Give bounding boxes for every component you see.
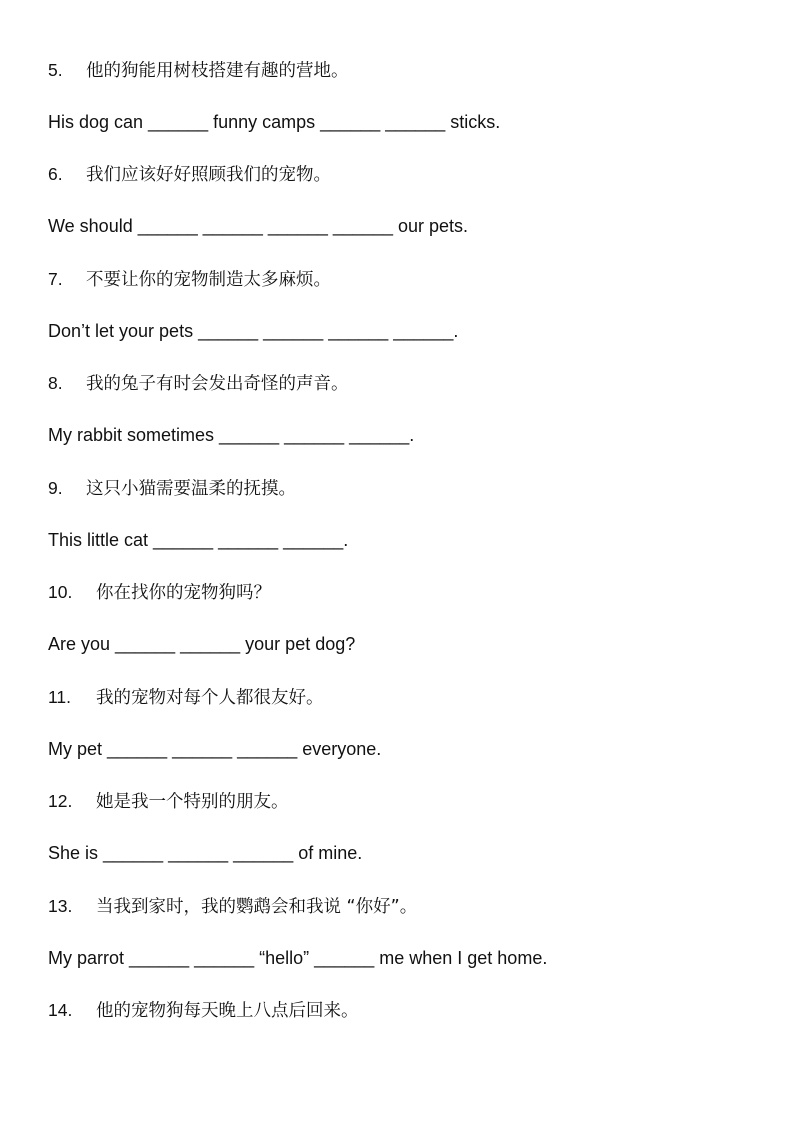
item-number: 8. bbox=[48, 373, 63, 393]
chinese-sentence: 她是我一个特别的朋友。 bbox=[96, 792, 289, 812]
english-sentence: My pet ______ ______ ______ everyone. bbox=[48, 739, 382, 759]
chinese-prompt bbox=[48, 57, 349, 83]
item-number: 6. bbox=[48, 164, 63, 184]
chinese-sentence: 我的兔子有时会发出奇怪的声音。 bbox=[86, 374, 349, 394]
chinese-prompt bbox=[48, 266, 331, 292]
chinese-sentence: 你在找你的宠物狗吗？ bbox=[96, 583, 271, 603]
english-sentence: His dog can ______ funny camps ______ ______ sticks. bbox=[48, 112, 501, 132]
english-sentence: This little cat ______ ______ ______. bbox=[48, 530, 349, 550]
item-number: 12. bbox=[48, 791, 73, 811]
chinese-prompt bbox=[48, 161, 331, 187]
item-number: 13. bbox=[48, 896, 73, 916]
chinese-prompt bbox=[48, 370, 349, 396]
english-sentence: Don’t let your pets ______ ______ ______ ______. bbox=[48, 321, 459, 341]
english-sentence: My parrot ______ ______ “hello” ______ me when I get home. bbox=[48, 948, 548, 968]
chinese-prompt bbox=[48, 788, 289, 814]
chinese-sentence: 当我到家时，我的鹦鹉会和我说 “你好”。 bbox=[96, 897, 418, 917]
chinese-sentence: 这只小猫需要温柔的抚摸。 bbox=[86, 479, 296, 499]
english-sentence: She is ______ ______ ______ of mine. bbox=[48, 843, 363, 863]
english-sentence: Are you ______ ______ your pet dog? bbox=[48, 634, 356, 654]
item-number: 9. bbox=[48, 478, 63, 498]
english-sentence: My rabbit sometimes ______ ______ ______. bbox=[48, 425, 415, 445]
chinese-sentence: 我的宠物对每个人都很友好。 bbox=[96, 688, 324, 708]
item-number: 7. bbox=[48, 269, 63, 289]
chinese-prompt bbox=[48, 997, 359, 1023]
chinese-sentence: 他的宠物狗每天晚上八点后回来。 bbox=[96, 1001, 359, 1021]
chinese-prompt bbox=[48, 579, 271, 605]
item-number: 5. bbox=[48, 60, 63, 80]
chinese-prompt bbox=[48, 475, 296, 501]
chinese-sentence: 我们应该好好照顾我们的宠物。 bbox=[86, 165, 331, 185]
item-number: 10. bbox=[48, 582, 73, 602]
chinese-sentence: 不要让你的宠物制造太多麻烦。 bbox=[86, 270, 331, 290]
item-number: 11. bbox=[48, 687, 72, 707]
chinese-prompt bbox=[48, 684, 324, 710]
chinese-sentence: 他的狗能用树枝搭建有趣的营地。 bbox=[86, 61, 349, 81]
english-sentence: We should ______ ______ ______ ______ our pets. bbox=[48, 216, 469, 236]
chinese-prompt bbox=[48, 893, 417, 919]
item-number: 14. bbox=[48, 1000, 73, 1020]
